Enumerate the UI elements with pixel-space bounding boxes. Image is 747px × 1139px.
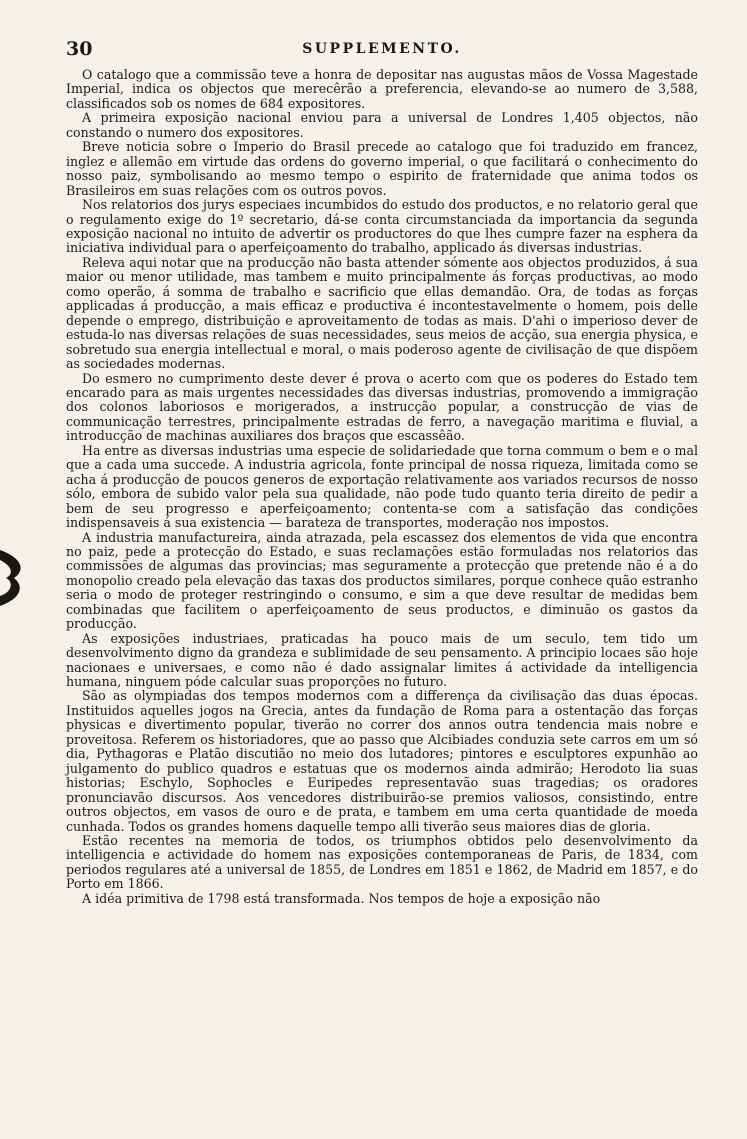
paragraph: A primeira exposição nacional enviou para a universal de Londres 1,405 objectos, não constando o numero dos expositores. — [66, 110, 698, 140]
body-text — [66, 68, 698, 906]
binding-hole-mark — [0, 548, 30, 608]
paragraph: A industria manufactureira, ainda atrazada, pela escassez dos elementos de vida que encontra no paiz, pede a protecção do Estado, e suas reclamações estão formuladas nos relatorios das commissões de algumas das provincias; mas seguramente a protecção que pretende não é a do monopolio creado pela elevação das taxas dos productos similares, porque conhece quão estranho seria o modo de proteger restringindo o consumo, e sim a que deve resultar de medidas bem combinadas que facilitem o aperfeiçoamento de seus productos, e diminuão os gastos da producção. — [66, 529, 698, 632]
paragraph: As exposições industriaes, praticadas ha pouco mais de um seculo, tem tido um desenvolvimento digno da grandeza e sublimidade de seu pensamento. A principio locaes são hoje nacionaes e universaes, e como não é dado assignalar limites á actividade da intelligencia humana, ninguem póde calcular suas proporções no futuro. — [66, 630, 698, 690]
paragraph: Breve noticia sobre o Imperio do Brasil precede ao catalogo que foi traduzido em francez, inglez e allemão em virtude das ordens do governo imperial, o que facilitará o conhecimento do nosso paiz, symbolisando ao mesmo tempo o espirito de fraternidade que anima todos os Brasileiros em suas relações com os outros povos. — [66, 139, 698, 198]
paragraph: Nos relatorios dos jurys especiaes incumbidos do estudo dos productos, e no relatorio geral que o regulamento exige do 1º secretario, dá-se conta circumstanciada da importancia da segunda exposição nacional no intuito de advertir os productores do que lhes cumpre fazer na esphera da iniciativa individual para o aperfeiçoamento do trabalho, applicado ás diversas industrias. — [66, 197, 698, 256]
paragraph: Estão recentes na memoria de todos, os triumphos obtidos pelo desenvolvimento da intelligencia e actividade do homem nas exposições contemporaneas de Paris, de 1834, com periodos regulares até a universal de 1855, de Londres em 1851 e 1862, de Madrid em 1857, e do Porto em 1866. — [66, 833, 698, 892]
paragraph: Releva aqui notar que na producção não basta attender sómente aos objectos produzidos, á sua maior ou menor utilidade, mas tambem e muito principalmente ás forças productivas, ao modo como operão, á somma de trabalho e sacrificio que ellas demandão. Ora, de todas as forças applicadas á producção, a mais efficaz e productiva é incontestavelmente o homem, pois delle depende o emprego, distribuição e aproveitamento de todas as mais. D'ahi o imperioso dever de estuda-lo nas diversas relações de suas necessidades, seus meios de acção, sua energia physica, e sobretudo sua energia intellectual e moral, o mais poderoso agente de civilisação de que dispõem as sociedades modernas. — [66, 254, 698, 372]
page — [66, 38, 698, 906]
paragraph: O catalogo que a commissão teve a honra de depositar nas augustas mãos de Vossa Magestade Imperial, indica os objectos que merecêrão a preferencia, elevando-se ao numero de 3,588, classificados sob os nomes de 684 expositores. — [66, 67, 698, 111]
running-title: SUPPLEMENTO. — [302, 41, 462, 57]
page-header — [66, 38, 698, 60]
paragraph: São as olympiadas dos tempos modernos com a differença da civilisação das duas épocas. Instituidos aquelles jogos na Grecia, antes da fundação de Roma para a ostentação das forças physicas e divertimento popular, tiverão no correr dos annos outra tendencia mais nobre e proveitosa. Referem os historiadores, que ao passo que Alcibiades conduzia sete carros em um só dia, Pythagoras e Platão discutião no meio dos lutadores; pintores e esculptores expunhão ao julgamento do publico quadros e estatuas que os modernos ainda admirão; Herodoto lia suas historias; Eschylo, Sophocles e Euripedes representavão suas tragedias; os oradores pronunciavão discursos. Aos vencedores distribuirão-se premios valiosos, consistindo, entre outros objectos, em vasos de ouro e de prata, e tambem em uma certa quantidade de moeda cunhada. Todos os grandes homens daquelle tempo alli tiverão seus maiores dias de gloria. — [66, 688, 698, 834]
paragraph: Ha entre as diversas industrias uma especie de solidariedade que torna commum o bem e o mal que a cada uma succede. A industria agricola, fonte principal de nossa riqueza, limitada como se acha á producção de poucos generos de exportação relativamente aos variados recursos de nosso sólo, embora de subido valor pela sua qualidade, não pode tudo quanto teria direito de pedir a bem de seu progresso e aperfeiçoamento; contenta-se com a satisfação das condições indispensaveis á sua existencia — barateza de transportes, moderação nos impostos. — [66, 442, 698, 531]
paragraph: A idéa primitiva de 1798 está transformada. Nos tempos de hoje a exposição não — [82, 890, 601, 906]
page-number: 30 — [66, 38, 93, 60]
paragraph: Do esmero no cumprimento deste dever é prova o acerto com que os poderes do Estado tem encarado para as mais urgentes necessidades das diversas industrias, promovendo a immigração dos colonos laboriosos e morigerados, a instrucção popular, a construcção de vias de communicação terrestres, principalmente estradas de ferro, a navegação maritima e fluvial, a introducção de machinas auxiliares dos braços que escassêão. — [66, 370, 698, 444]
